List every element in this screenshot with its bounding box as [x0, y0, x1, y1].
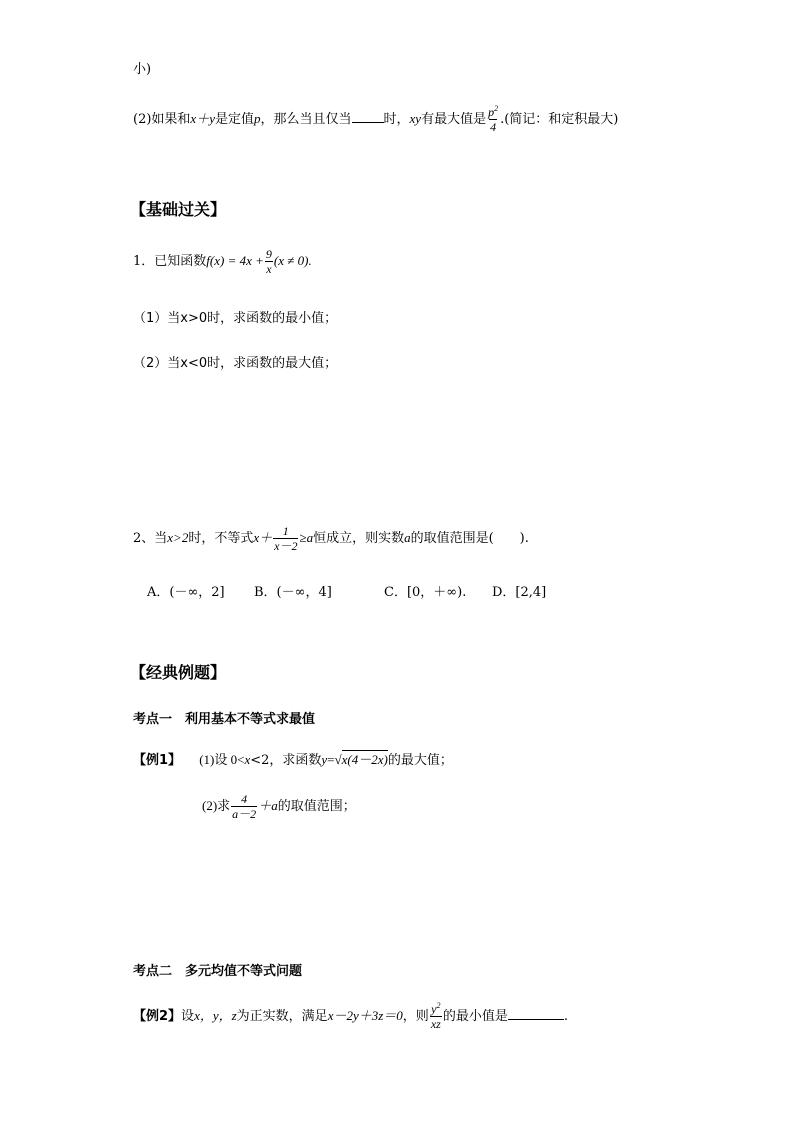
question-2	[133, 525, 529, 552]
q1-expr: (x) = 4x +	[209, 253, 264, 268]
ex2-eq: x－2y＋3z＝0	[327, 1008, 403, 1023]
ex1-p2-prefix: (2)求	[202, 798, 231, 813]
q1-den: x	[266, 262, 272, 276]
q2-a: a	[306, 530, 314, 545]
ex1-p1-prefix: (1)设 0<	[199, 752, 245, 767]
rule2-expr: x＋y	[190, 111, 215, 126]
ex2-fraction	[430, 1003, 442, 1030]
fragment-text: 小)	[133, 62, 152, 77]
ex1-p1-sqrt: x(4－2x)	[341, 752, 388, 767]
q2-num: 1	[282, 524, 289, 538]
q1-num: 9	[265, 247, 272, 261]
q2-x: x＋	[253, 530, 273, 545]
answer-blank	[352, 122, 384, 123]
rule2-mid3: 时，	[383, 112, 410, 127]
rule2-prefix: (2)如果和	[133, 112, 191, 127]
ex1-p1-eq: =	[327, 752, 335, 767]
question-1-part-1: （1）当x>0时，求函数的最小值；	[133, 311, 338, 326]
example-2	[133, 1003, 568, 1030]
ex1-p1-x: x	[244, 752, 251, 767]
ex2-text3: ，则	[402, 1009, 429, 1024]
ex1-p2-plus: ＋a	[258, 798, 278, 813]
ex1-p1-mid: <2，求函数	[250, 753, 322, 768]
frac-num: p	[488, 105, 495, 119]
ex2-end: .	[563, 1009, 568, 1024]
q2-mid2: 恒成立，则实数	[313, 531, 405, 546]
q2-fraction	[273, 525, 298, 552]
frac-den: 4	[490, 120, 497, 134]
answer-blank-2	[508, 1019, 564, 1020]
example-1-part-2	[202, 793, 356, 820]
ex1-p2-den: a－2	[232, 807, 257, 821]
ex1-p2-suffix: 的取值范围；	[277, 799, 356, 814]
ex1-p1-y: y	[321, 752, 328, 767]
q2-option-c: C．[0，＋∞).	[384, 585, 467, 600]
rule2-suffix: .(简记：和定积最大)	[500, 112, 619, 127]
q2-prefix: 2、当	[133, 531, 168, 546]
rule2-mid4: 有最大值是	[421, 112, 487, 127]
ex2-den: xz	[430, 1017, 441, 1031]
ex2-text1: 设	[181, 1009, 195, 1024]
section-heading-basics: 【基础过关】	[130, 200, 227, 219]
q1-fraction	[265, 248, 273, 275]
q2-option-b: B．(－∞，4]	[254, 585, 332, 600]
rule2-fraction	[487, 106, 499, 133]
question-1-part-2: （2）当x<0时，求函数的最大值；	[133, 356, 338, 371]
q2-den: x－2	[274, 539, 298, 553]
example-2-label: 【例2】	[133, 1009, 182, 1024]
q2-ge: ≥	[299, 530, 307, 545]
topic-point-1: 考点一 利用基本不等式求最值	[133, 712, 316, 727]
example-1	[133, 749, 453, 768]
q1-prefix: 1．已知函数	[133, 254, 207, 269]
ex2-num-sup: 2	[436, 1001, 441, 1010]
ex1-p1-suffix: 的最大值；	[387, 753, 453, 768]
q2-mid1: 时，不等式	[188, 531, 254, 546]
topic-point-2: 考点二 多元均值不等式问题	[133, 964, 303, 979]
ex1-p2-fraction	[231, 793, 257, 820]
ex2-text4: 的最小值是	[442, 1009, 508, 1024]
q2-cond: x>2	[167, 530, 189, 545]
rule2-mid2: ，那么当且仅当	[260, 112, 352, 127]
section-heading-examples: 【经典例题】	[130, 663, 227, 682]
q2-option-d: D．[2,4]	[492, 585, 547, 600]
text-fragment	[133, 58, 151, 77]
rule2-mid1: 是定值	[214, 112, 254, 127]
q2-a2: a	[404, 530, 411, 545]
ex2-text2: 为正实数，满足	[236, 1009, 328, 1024]
q1-cond: (x ≠ 0).	[273, 253, 312, 268]
frac-sup: 2	[494, 104, 499, 113]
question-1	[133, 248, 312, 275]
example-1-label: 【例1】	[133, 753, 182, 768]
sqrt-symbol: √	[334, 752, 342, 767]
rule2-p: p	[253, 111, 261, 126]
ex1-p2-num: 4	[241, 792, 248, 806]
q1-f: f	[206, 253, 210, 268]
ex2-vars: x，y，z	[194, 1008, 237, 1023]
q2-option-a: A．(－∞，2]	[147, 585, 225, 600]
rule-2-line	[133, 106, 618, 133]
ex2-num: y	[431, 1002, 437, 1016]
q2-suffix: 的取值范围是( ).	[410, 531, 529, 546]
rule2-xy: xy	[409, 111, 422, 126]
